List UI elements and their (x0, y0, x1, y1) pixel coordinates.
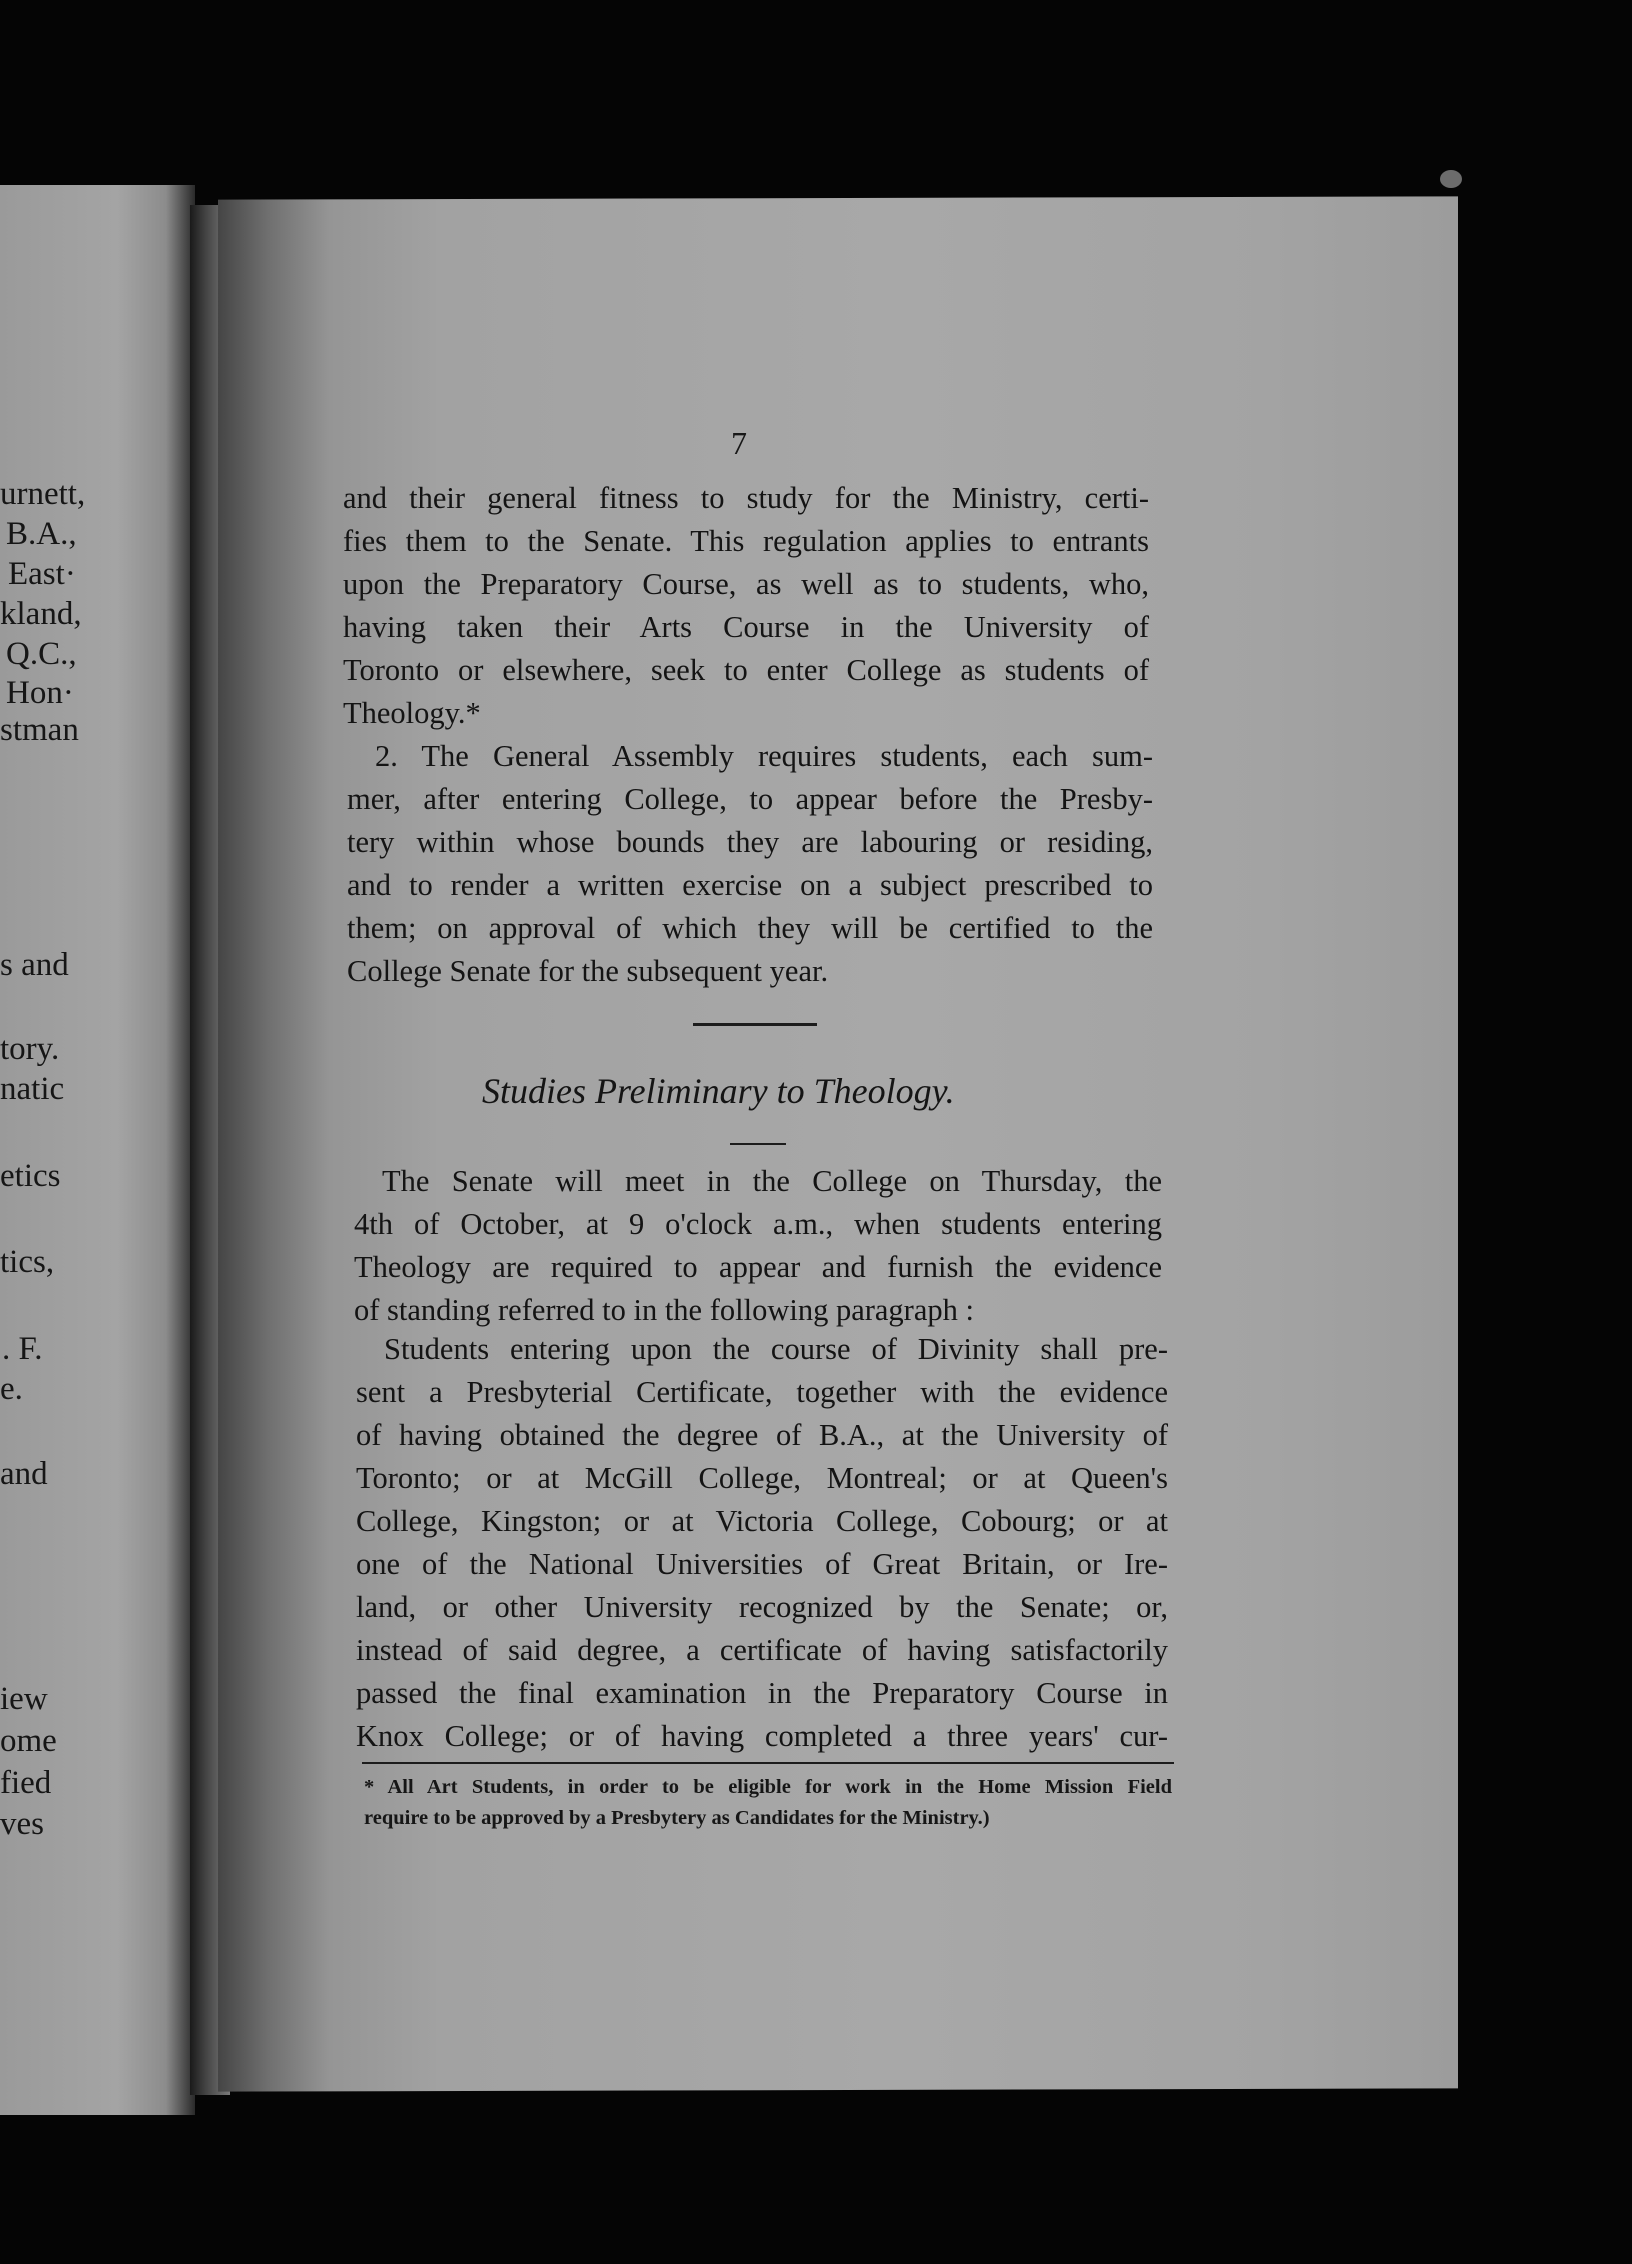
text-line: one of the National Universities of Great Britain, or Ire- (356, 1547, 1168, 1581)
text-line: mer, after entering College, to appear before the Presby- (347, 782, 1153, 816)
page-number: 7 (731, 425, 747, 461)
left-page-line: iew (0, 1681, 48, 1717)
left-page-line: ome (0, 1723, 57, 1759)
text-line: upon the Preparatory Course, as well as to students, who, (343, 567, 1149, 601)
left-page-line: B.A., (6, 516, 77, 552)
text-line: instead of said degree, a certificate of having satisfactorily (356, 1633, 1168, 1667)
text-line: Toronto or elsewhere, seek to enter College as students of (343, 653, 1149, 687)
left-page-line: Hon· (6, 675, 74, 711)
left-page-line: e. (0, 1371, 23, 1407)
text-line: College Senate for the subsequent year. (347, 954, 829, 988)
text-line: Theology are required to appear and furnish the evidence (354, 1250, 1162, 1284)
left-page-line: ves (0, 1806, 44, 1842)
left-page-line: kland, (0, 596, 82, 632)
text-line: of having obtained the degree of B.A., at the University of (356, 1418, 1168, 1452)
text-line: 2. The General Assembly requires students, each sum- (375, 739, 1153, 773)
text-line: College, Kingston; or at Victoria College, Cobourg; or at (356, 1504, 1168, 1538)
left-page-line: natic (0, 1071, 65, 1107)
paragraph-2 (347, 735, 1153, 993)
text-line: and to render a written exercise on a subject prescribed to (347, 868, 1153, 902)
left-page-line: . F. (2, 1331, 43, 1367)
paragraph-1 (343, 477, 1149, 735)
left-page-line: s and (0, 947, 69, 983)
text-line: The Senate will meet in the College on Thursday, the (382, 1164, 1162, 1198)
text-line: and their general fitness to study for the Ministry, certi- (343, 481, 1149, 515)
text-line: tery within whose bounds they are labouring or residing, (347, 825, 1153, 859)
text-line: Students entering upon the course of Divinity shall pre- (384, 1332, 1168, 1366)
text-line: fies them to the Senate. This regulation applies to entrants (343, 524, 1149, 558)
footnote-rule (362, 1762, 1174, 1764)
left-page-line: fied (0, 1765, 52, 1801)
footnote-line: * All Art Students, in order to be eligible for work in the Home Mission Field (364, 1776, 1172, 1798)
paragraph-3 (354, 1160, 1162, 1332)
left-page-line: etics (0, 1158, 61, 1194)
footnote-line: require to be approved by a Presbytery as Candidates for the Ministry.) (364, 1807, 990, 1829)
dust-speck (1440, 170, 1462, 188)
text-line: Theology.* (343, 696, 481, 730)
text-line: Toronto; or at McGill College, Montreal; or at Queen's (356, 1461, 1168, 1495)
heading-underline (730, 1143, 786, 1145)
left-page-line: Q.C., (6, 636, 77, 672)
left-page-line: and (0, 1456, 48, 1492)
text-line: of standing referred to in the following paragraph : (354, 1293, 974, 1327)
left-page-line: stman (0, 712, 79, 748)
left-page-line: tics, (0, 1244, 55, 1280)
footnote (364, 1772, 1172, 1834)
section-heading: Studies Preliminary to Theology. (482, 1071, 955, 1111)
text-line: 4th of October, at 9 o'clock a.m., when students entering (354, 1207, 1162, 1241)
text-line: having taken their Arts Course in the University of (343, 610, 1149, 644)
section-divider (693, 1023, 817, 1026)
left-page-line: tory. (0, 1031, 60, 1067)
text-line: sent a Presbyterial Certificate, together with the evidence (356, 1375, 1168, 1409)
text-line: passed the final examination in the Preparatory Course in (356, 1676, 1168, 1710)
text-line: them; on approval of which they will be certified to the (347, 911, 1153, 945)
left-page-line: urnett, (0, 476, 86, 512)
text-line: Knox College; or of having completed a three years' cur- (356, 1719, 1168, 1753)
paragraph-4 (356, 1328, 1168, 1758)
text-line: land, or other University recognized by the Senate; or, (356, 1590, 1168, 1624)
left-page-line: East· (8, 556, 76, 592)
